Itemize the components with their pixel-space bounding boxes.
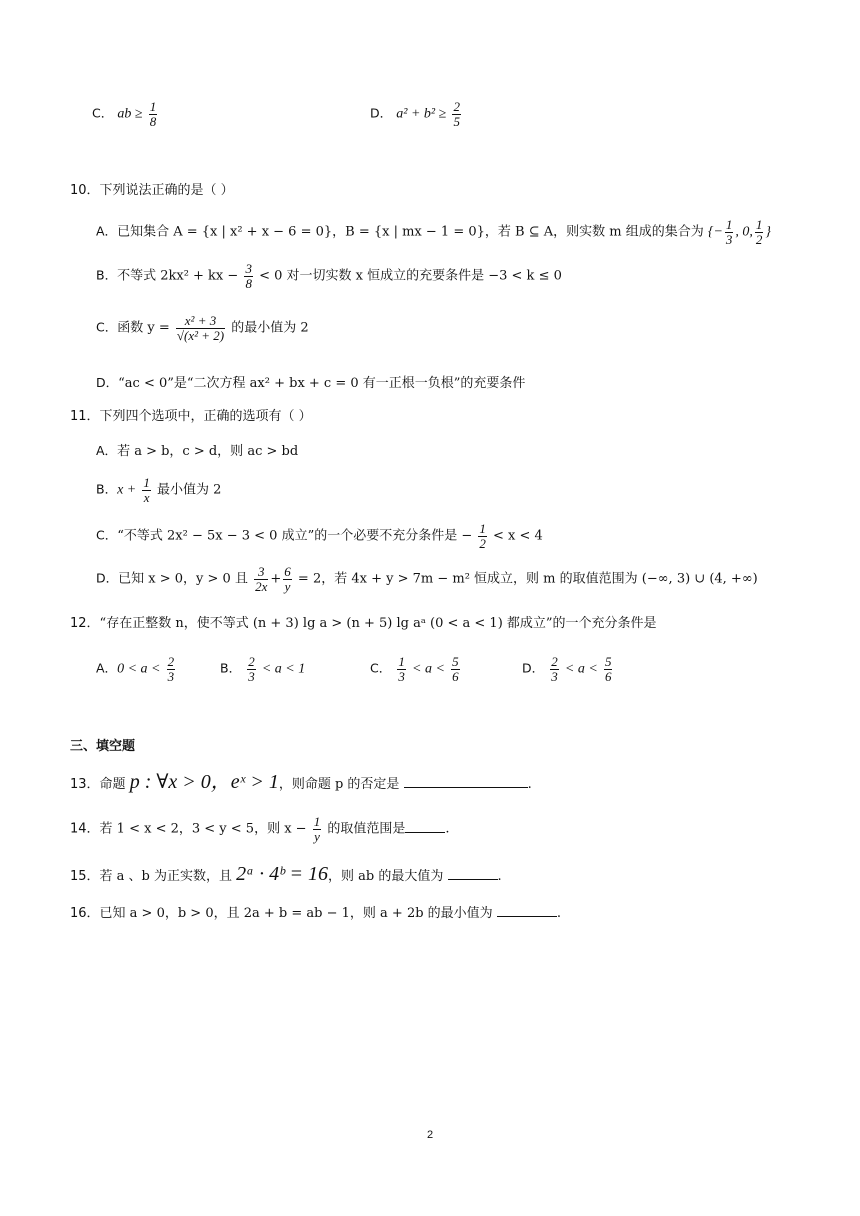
q15: 15．若 a 、b 为正实数，且 2ᵃ · 4ᵇ = 16，则 ab 的最大值为 . (70, 863, 502, 885)
option-text: 已知集合 A = {x | x² + x − 6 = 0}，B = {x | mx − 1 = 0}，若 B ⊆ A，则实数 m 组成的集合为 (117, 224, 704, 240)
section-heading: 三、填空题 (70, 739, 136, 754)
q11-stem (70, 409, 312, 425)
fraction: $\frac{2}{3}$ (248, 654, 255, 684)
option-label: B． (96, 267, 118, 283)
q12-stem (70, 616, 657, 632)
fraction: $\frac{1}{y}$ (313, 814, 321, 844)
fraction: $\frac{1}{3}$ (725, 217, 733, 247)
q10-option-c: C．函数 y = $\frac{\text{x² + 3}}{\text{√(x² + 2)}}$ 的最小值为 2 (96, 313, 309, 343)
q12-option-a: A．0 < a < $\frac{2}{3}$ (96, 654, 175, 684)
q12-option-b: B． $\frac{2}{3}$ < a < 1 (220, 654, 306, 684)
option-label: C． (96, 319, 118, 335)
option-label: D． (522, 660, 545, 676)
q13: 13．命题 p : ∀x > 0，eˣ > 1，则命题 p 的否定是 . (70, 771, 532, 793)
fraction: $\frac{1}{2}$ (755, 217, 763, 247)
answer-blank[interactable] (404, 773, 528, 788)
option-label: D． (96, 570, 119, 586)
q10-option-b: B．不等式 2kx² + kx − $\frac{3}{8}$ < 0 对一切实数 x 恒成立的充要条件是 −3 < k ≤ 0 (96, 261, 562, 291)
question-text: “存在正整数 n，使不等式 (n + 3) lg a > (n + 5) lg aᵃ (0 < a < 1) 都成立”的一个充分条件是 (99, 616, 657, 631)
q16: 16．已知 a > 0，b > 0，且 2a + b = ab − 1，则 a + 2b 的最小值为 . (70, 902, 561, 922)
question-number: 16． (70, 906, 100, 921)
fraction: $\frac{5}{6}$ (604, 654, 612, 684)
option-label: B． (220, 660, 242, 676)
option-label: A． (96, 223, 118, 239)
q9-option-d: D． a² + b² ≥ $\frac{2}{5}$ (370, 99, 460, 129)
option-label: D． (96, 375, 119, 390)
q10-stem (70, 183, 234, 199)
q11-option-b: B．x + $\frac{1}{x}$ 最小值为 2 (96, 475, 222, 505)
option-label: C． (92, 105, 114, 121)
option-label: C． (370, 660, 392, 676)
fraction: $\frac{1}{x}$ (143, 475, 150, 505)
q10-option-d: D．“ac < 0”是“二次方程 ax² + bx + c = 0 有一正根一负根”的充要条件 (96, 375, 526, 391)
fraction: $\frac{3}{8}$ (245, 261, 252, 291)
question-number: 11． (70, 409, 100, 424)
fraction: $\frac{3}{2x}$ (255, 564, 268, 594)
q11-option-c: C．“不等式 2x² − 5x − 3 < 0 成立”的一个必要不充分条件是 − $\frac{1}{2}$ < x < 4 (96, 521, 543, 551)
question-number: 14． (70, 821, 100, 837)
fraction: $\frac{\text{x² + 3}}{\text{√(x² + 2)}}$ (176, 313, 225, 343)
answer-blank[interactable] (497, 902, 557, 917)
fraction: $\frac{6}{y}$ (284, 564, 291, 594)
fraction: $\frac{1}{3}$ (398, 654, 405, 684)
q12-option-c: C． $\frac{1}{3}$ < a < $\frac{5}{6}$ (370, 654, 459, 684)
fraction: $\frac{5}{6}$ (452, 654, 459, 684)
fraction: $\frac{2}{3}$ (167, 654, 175, 684)
question-number: 13． (70, 777, 100, 792)
q12-option-d: D． $\frac{2}{3}$ < a < $\frac{5}{6}$ (522, 654, 612, 684)
q9-option-c: C． ab ≥ $\frac{1}{8}$ (92, 99, 157, 129)
question-number: 10． (70, 183, 100, 198)
question-number: 15． (70, 869, 100, 884)
option-label: C． (96, 527, 118, 543)
fraction: $\frac{1}{2}$ (479, 521, 486, 551)
fraction: $\frac{1}{8}$ (149, 99, 157, 129)
q10-option-a: A．已知集合 A = {x | x² + x − 6 = 0}，B = {x | mx − 1 = 0}，若 B ⊆ A，则实数 m 组成的集合为 {− $\frac{1}{3}$ , 0, $\frac{1}{2}$ } (96, 217, 772, 247)
question-number: 12． (70, 616, 100, 631)
question-text: 下列说法正确的是（ ） (99, 183, 234, 198)
option-label: A． (96, 660, 118, 676)
q14: 14．若 1 < x < 2，3 < y < 5，则 x − $\frac{1}{y}$ 的取值范围是 . (70, 814, 450, 844)
fraction: $\frac{2}{5}$ (453, 99, 460, 129)
question-text: 下列四个选项中，正确的选项有（ ） (99, 409, 312, 424)
option-label: D． (370, 105, 393, 121)
option-label: A． (96, 443, 118, 458)
answer-blank[interactable] (448, 865, 498, 880)
q11-option-a: A．若 a > b，c > d，则 ac > bd (96, 443, 299, 459)
option-label: B． (96, 481, 118, 497)
q11-option-d: D．已知 x > 0，y > 0 且 $\frac{3}{2x}$ + $\frac{6}{y}$ = 2，若 4x + y > 7m − m² 恒成立，则 m 的取值范围为 (−∞, 3) ∪ (4, +∞) (96, 564, 758, 594)
page-number: 2 (426, 1129, 434, 1141)
answer-blank[interactable] (405, 818, 445, 833)
fraction: $\frac{2}{3}$ (551, 654, 558, 684)
